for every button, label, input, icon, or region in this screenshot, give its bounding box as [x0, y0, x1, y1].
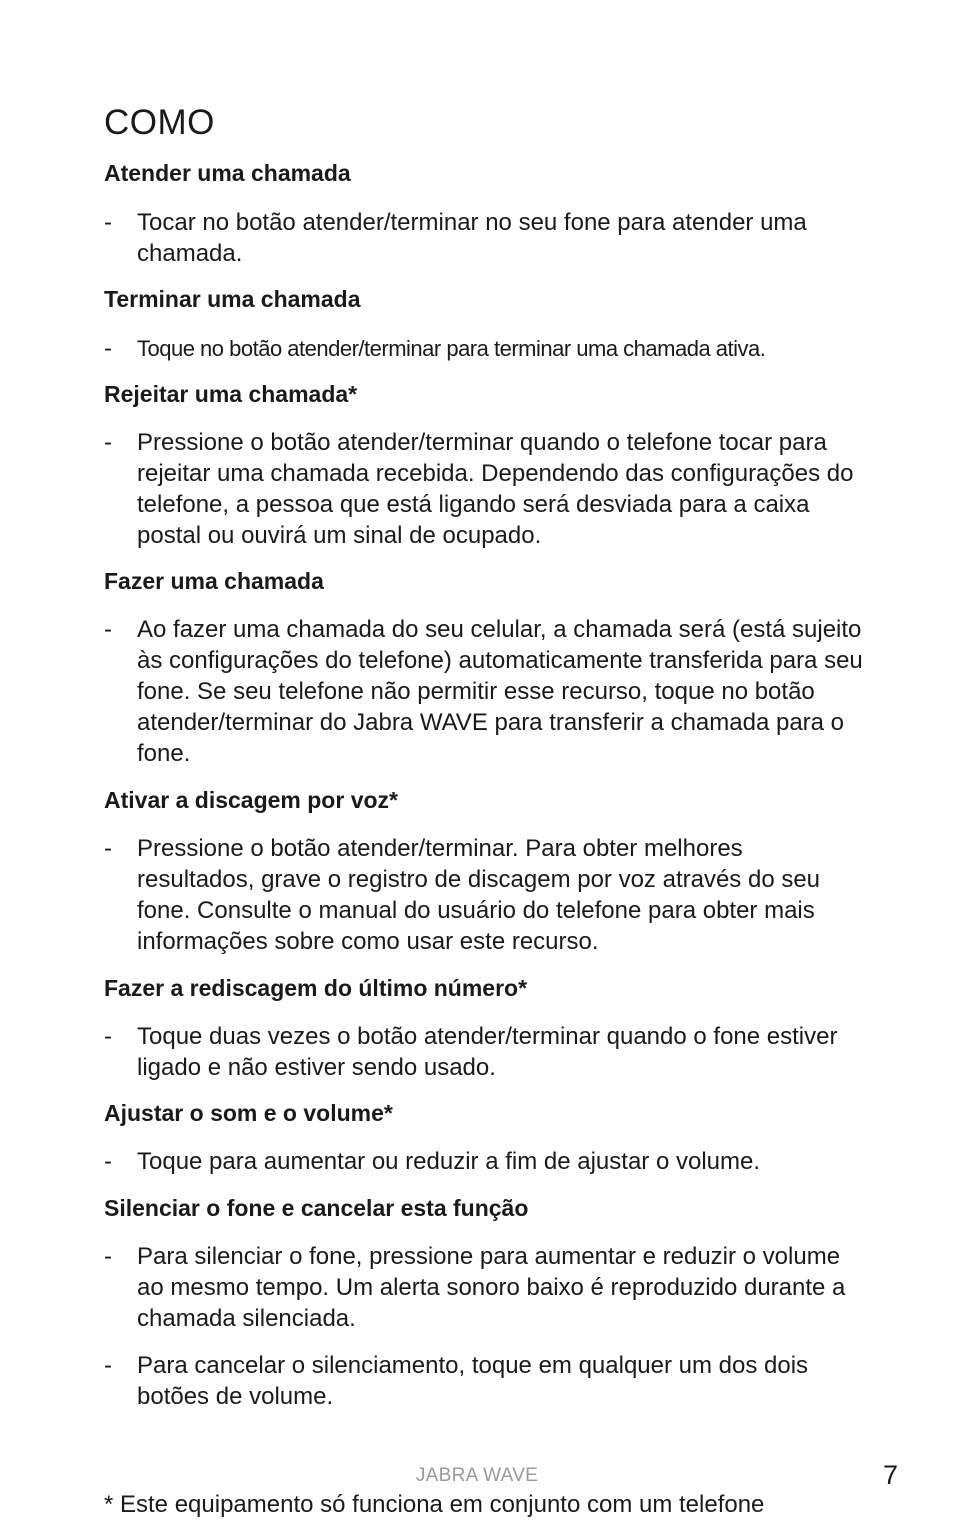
section-heading-rejeitar: Rejeitar uma chamada*	[104, 381, 358, 407]
page-number: 7	[882, 1460, 898, 1490]
bullet-dash: -	[104, 429, 112, 456]
section-heading-atender: Atender uma chamada	[104, 160, 351, 186]
list-item-text: Toque no botão atender/terminar para terminar uma chamada ativa.	[137, 336, 766, 361]
list-item	[104, 333, 864, 364]
bullet-dash: -	[104, 209, 112, 236]
list-item-text: Pressione o botão atender/terminar quando o telefone tocar para rejeitar uma chamada recebida. Dependendo das configurações do telefone, a pessoa que está ligando será desviada para a caixa postal ou ouvirá um sinal de ocupado.	[137, 429, 854, 549]
list-item-text: Para silenciar o fone, pressione para aumentar e reduzir o volume ao mesmo tempo. Um alerta sonoro baixo é reproduzido durante a chamada silenciada.	[137, 1243, 846, 1332]
section-heading-rediscagem: Fazer a rediscagem do último número*	[104, 975, 528, 1001]
bullet-dash: -	[104, 1243, 112, 1270]
bullet-dash: -	[104, 835, 112, 862]
footnote: * Este equipamento só funciona em conjunto com um telefone	[104, 1491, 765, 1518]
list-item-text: Pressione o botão atender/terminar. Para obter melhores resultados, grave o registro de discagem por voz através do seu fone. Consulte o manual do usuário do telefone para obter mais informações sobre como usar este recurso.	[137, 835, 821, 955]
list-item-text: Tocar no botão atender/terminar no seu fone para atender uma chamada.	[137, 209, 807, 267]
section-heading-discagem-voz: Ativar a discagem por voz*	[104, 787, 398, 813]
section-heading-fazer: Fazer uma chamada	[104, 568, 324, 594]
bullet-dash: -	[104, 1148, 112, 1175]
bullet-dash: -	[104, 1023, 112, 1050]
footer-brand: JABRA WAVE	[415, 1465, 539, 1486]
list-item-text: Toque duas vezes o botão atender/terminar quando o fone estiver ligado e não estiver sendo usado.	[137, 1023, 838, 1081]
list-item	[104, 207, 864, 269]
section-heading-silenciar: Silenciar o fone e cancelar esta função	[104, 1195, 529, 1221]
list-item	[104, 614, 864, 769]
list-item	[104, 1146, 864, 1177]
list-item	[104, 833, 864, 957]
list-item	[104, 1021, 864, 1083]
list-item-text: Para cancelar o silenciamento, toque em qualquer um dos dois botões de volume.	[137, 1352, 809, 1410]
bullet-dash: -	[104, 1352, 112, 1379]
page-title: COMO	[104, 103, 215, 142]
list-item	[104, 1350, 864, 1412]
list-item-text: Ao fazer uma chamada do seu celular, a chamada será (está sujeito às configurações do telefone) automaticamente transferida para seu fone. Se seu telefone não permitir esse recurso, toque no botão atender/terminar do Jabra WAVE para transferir a chamada para o fone.	[137, 616, 863, 767]
list-item	[104, 427, 864, 551]
section-heading-volume: Ajustar o som e o volume*	[104, 1100, 393, 1126]
bullet-dash: -	[104, 616, 112, 643]
list-item-text: Toque para aumentar ou reduzir a fim de ajustar o volume.	[137, 1148, 761, 1175]
section-heading-terminar: Terminar uma chamada	[104, 286, 361, 312]
list-item	[104, 1241, 864, 1334]
bullet-dash: -	[104, 335, 112, 362]
